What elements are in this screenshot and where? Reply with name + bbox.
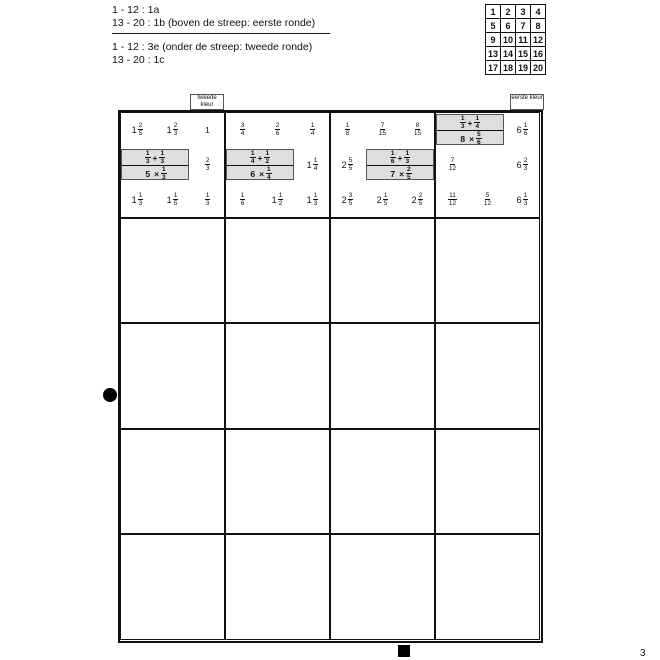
puzzle-task — [436, 114, 504, 145]
puzzle-block — [120, 323, 225, 429]
fraction-cell: $\frac{5}{12}$ — [483, 192, 492, 208]
legend-first-round — [112, 4, 315, 30]
fraction-cell: 1 $\frac{1}{2}$ — [271, 192, 283, 208]
legend-line: 13 - 20 : 1b (boven de streep: eerste ronde) — [112, 17, 316, 29]
answer-number: 9 — [486, 33, 501, 47]
puzzle-task — [226, 149, 294, 180]
fraction-cell: 6 $\frac{1}{6}$ — [516, 122, 528, 138]
answer-number: 4 — [531, 5, 546, 19]
puzzle-block — [435, 534, 540, 640]
page-number: 3 — [640, 648, 646, 659]
legend-line: 1 - 12 : 3e (onder de streep: tweede ronde) — [112, 41, 313, 53]
legend-line: 1 - 12 : 1a — [112, 4, 160, 16]
answer-number: 6 — [501, 19, 516, 33]
puzzle-block — [330, 218, 435, 324]
fraction-cell: 2 $\frac{5}{5}$ — [341, 157, 353, 173]
answer-number: 11 — [516, 33, 531, 47]
fraction-cell: $\frac{11}{12}$ — [448, 192, 457, 208]
fraction-cell: $\frac{7}{15}$ — [378, 122, 387, 138]
legend-line: 13 - 20 : 1c — [112, 54, 165, 66]
puzzle-block — [225, 429, 330, 535]
answer-number: 18 — [501, 61, 516, 75]
fraction-cell: $\frac{3}{4}$ — [240, 122, 245, 138]
answer-number: 16 — [531, 47, 546, 61]
answer-number: 15 — [516, 47, 531, 61]
second-color-label: tweede kleur — [190, 94, 224, 110]
puzzle-product: 8 × $\frac{5}{6}$ — [460, 131, 481, 146]
fraction-cell: $\frac{1}{8}$ — [345, 122, 350, 138]
fraction-cell: 6 $\frac{1}{3}$ — [516, 192, 528, 208]
fraction-cell: 1 — [205, 124, 210, 135]
fraction-cell: $\frac{2}{3}$ — [205, 157, 210, 173]
fraction-cell — [470, 147, 505, 182]
puzzle-block — [120, 429, 225, 535]
fraction-cell: 2 $\frac{2}{5}$ — [411, 192, 423, 208]
puzzle-sum: $\frac{1}{3}$ + $\frac{1}{3}$ — [122, 150, 188, 166]
fraction-cell: $\frac{1}{6}$ — [240, 192, 245, 208]
answer-number: 10 — [501, 33, 516, 47]
fraction-cell: 1 $\frac{1}{3}$ — [131, 192, 143, 208]
puzzle-block — [330, 429, 435, 535]
puzzle-block — [225, 323, 330, 429]
answer-number: 5 — [486, 19, 501, 33]
fraction-cell: 2 $\frac{1}{5}$ — [376, 192, 388, 208]
puzzle-task — [121, 149, 189, 180]
puzzle-sum: $\frac{1}{6}$ + $\frac{1}{3}$ — [367, 150, 433, 166]
registration-mark — [398, 645, 410, 657]
answer-number: 13 — [486, 47, 501, 61]
first-color-label: eerste kleur — [510, 94, 544, 110]
puzzle-block — [435, 323, 540, 429]
fraction-puzzle-grid — [118, 110, 543, 643]
answer-number: 8 — [531, 19, 546, 33]
fraction-cell: 2 $\frac{3}{5}$ — [341, 192, 353, 208]
legend-divider — [112, 33, 330, 34]
answer-number: 7 — [516, 19, 531, 33]
puzzle-block — [330, 323, 435, 429]
fraction-cell: $\frac{1}{3}$ — [205, 192, 210, 208]
puzzle-product: 5 × $\frac{1}{3}$ — [145, 166, 166, 182]
puzzle-block — [435, 429, 540, 535]
puzzle-block — [120, 218, 225, 324]
fraction-cell: 6 $\frac{2}{3}$ — [516, 157, 528, 173]
fraction-cell: 1 $\frac{1}{5}$ — [166, 192, 178, 208]
legend-second-round — [112, 41, 312, 67]
fraction-cell: $\frac{1}{4}$ — [310, 122, 315, 138]
answer-number: 19 — [516, 61, 531, 75]
answer-number: 1 — [486, 5, 501, 19]
puzzle-sum: $\frac{1}{4}$ + $\frac{1}{2}$ — [227, 150, 293, 166]
fraction-cell: 1 $\frac{1}{4}$ — [306, 157, 318, 173]
puzzle-block — [435, 218, 540, 324]
answer-number: 14 — [501, 47, 516, 61]
puzzle-product: 7 × $\frac{2}{5}$ — [390, 166, 411, 182]
punch-hole-marker — [103, 388, 117, 402]
puzzle-block — [225, 218, 330, 324]
puzzle-block — [225, 534, 330, 640]
answer-number: 2 — [501, 5, 516, 19]
fraction-cell: 1 $\frac{2}{5}$ — [131, 122, 143, 138]
answer-number: 3 — [516, 5, 531, 19]
puzzle-block — [330, 534, 435, 640]
puzzle-product: 6 × $\frac{1}{4}$ — [250, 166, 271, 182]
fraction-cell: 1 $\frac{1}{3}$ — [306, 192, 318, 208]
puzzle-sum: $\frac{1}{3}$ + $\frac{1}{4}$ — [437, 115, 503, 131]
fraction-cell: $\frac{2}{6}$ — [275, 122, 280, 138]
answer-number: 12 — [531, 33, 546, 47]
answer-number: 20 — [531, 61, 546, 75]
answer-number: 17 — [486, 61, 501, 75]
answer-number-grid — [485, 4, 546, 75]
fraction-cell: $\frac{8}{15}$ — [413, 122, 422, 138]
fraction-cell: 1 $\frac{2}{3}$ — [166, 122, 178, 138]
puzzle-task — [366, 149, 434, 180]
puzzle-block — [120, 534, 225, 640]
fraction-cell: $\frac{7}{12}$ — [448, 157, 457, 173]
